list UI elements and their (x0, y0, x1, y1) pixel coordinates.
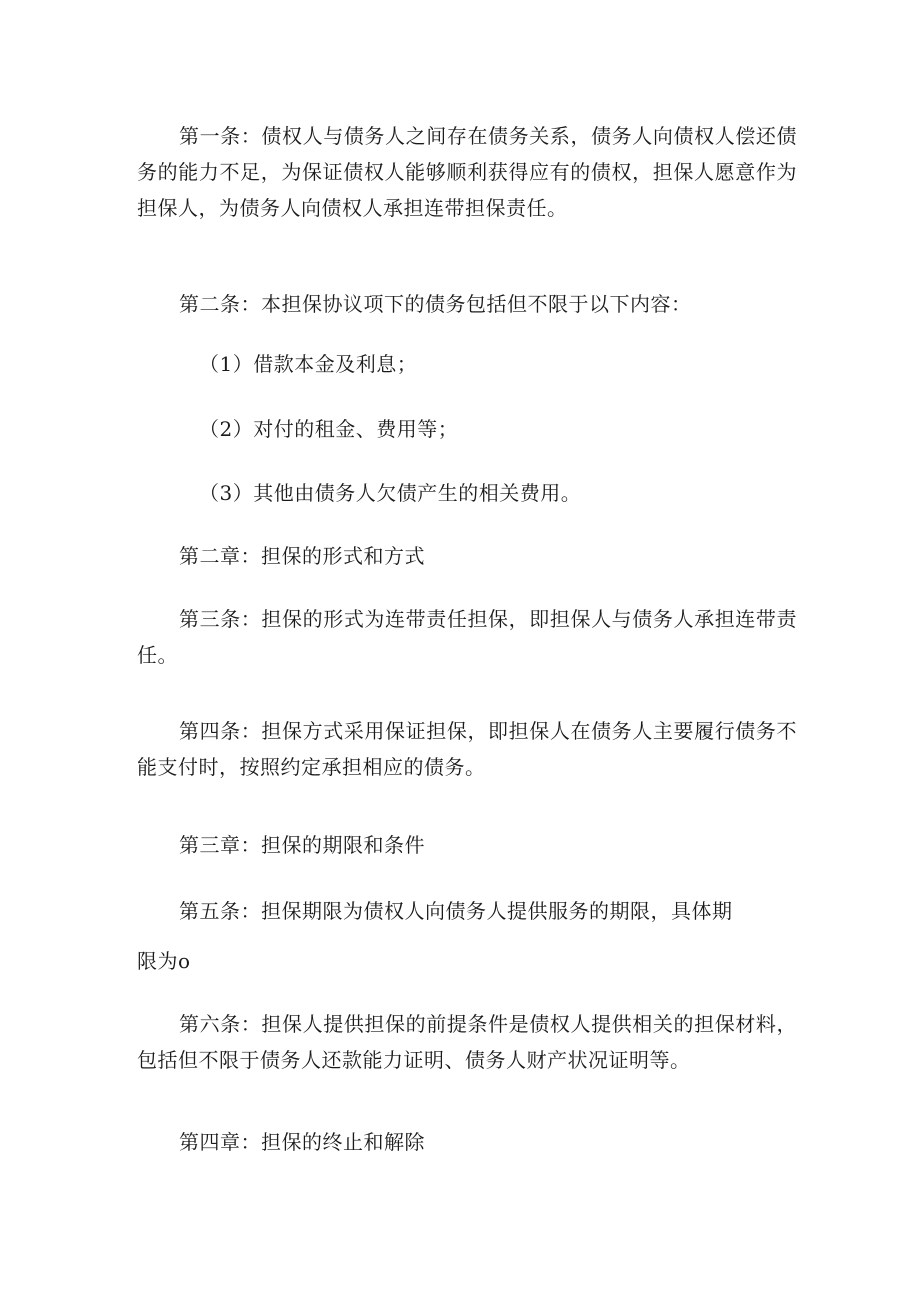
list-item-3: （3）其他由债务人欠债产生的相关费用。 (199, 481, 582, 505)
article-3-paragraph: 第三条：担保的形式为连带责任担保，即担保人与债务人承担连带责任。 (137, 607, 797, 667)
article-5-line-2: 限为o (137, 949, 191, 973)
article-5-line-1: 第五条：担保期限为债权人向债务人提供服务的期限，具体期 (179, 899, 733, 923)
list-item-1: （1）借款本金及利息； (199, 352, 418, 376)
chapter-4-heading: 第四章：担保的终止和解除 (179, 1130, 425, 1154)
article-2-paragraph: 第二条：本担保协议项下的债务包括但不限于以下内容： (179, 292, 692, 316)
article-6-paragraph: 第六条：担保人提供担保的前提条件是债权人提供相关的担保材料，包括但不限于债务人还款能力证明、债务人财产状况证明等。 (137, 1012, 797, 1072)
chapter-2-heading: 第二章：担保的形式和方式 (179, 544, 425, 568)
article-1-paragraph: 第一条：债权人与债务人之间存在债务关系，债务人向债权人偿还债务的能力不足，为保证债权人能够顺利获得应有的债权，担保人愿意作为担保人，为债务人向债权人承担连带担保责任。 (137, 124, 797, 220)
article-4-paragraph: 第四条：担保方式采用保证担保，即担保人在债务人主要履行债务不能支付时，按照约定承担相应的债务。 (137, 719, 797, 779)
list-item-2: （2）对付的租金、费用等； (199, 417, 459, 441)
chapter-3-heading: 第三章：担保的期限和条件 (179, 833, 425, 857)
